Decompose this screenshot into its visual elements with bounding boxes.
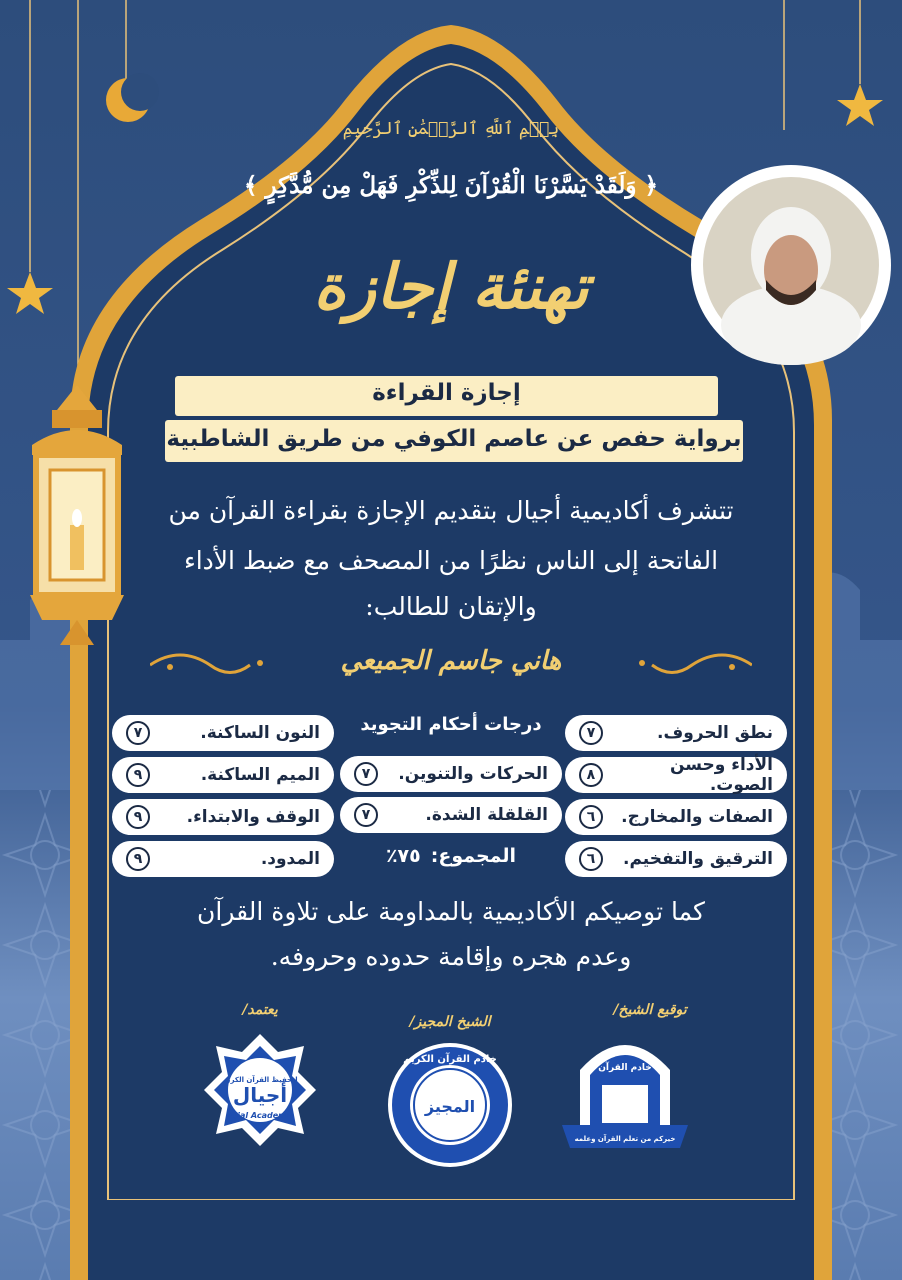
sheikh-signature-label: توقيع الشيخ/ [613, 1002, 687, 1018]
grade-item: الحركات والتنوين. ٧ [340, 756, 562, 792]
total-value: ٧٥٪ [385, 845, 421, 867]
servant-seal-top-text: خادم القرآن [598, 1063, 652, 1073]
grade-item: النون الساكنة. ٧ [112, 715, 334, 751]
intro-line-2: الفاتحة إلى الناس نظرًا من المصحف مع ضبط الأداء [183, 546, 719, 575]
closing-line-2: وعدم هجره وإقامة حدوده وحروفه. [270, 942, 632, 971]
grade-item: الميم الساكنة. ٩ [112, 757, 334, 793]
sheikh-seal [385, 1040, 515, 1170]
grades-title: درجات أحكام التجويد [360, 714, 542, 735]
banner-subtitle: برواية حفص عن عاصم الكوفي من طريق الشاطبية [166, 426, 742, 452]
intro-line-3: والإتقان للطالب: [365, 592, 537, 621]
grade-item: نطق الحروف. ٧ [565, 715, 787, 751]
lantern-icon [22, 385, 132, 650]
grade-item: الصفات والمخارج. ٦ [565, 799, 787, 835]
grade-item: القلقلة الشدة. ٧ [340, 797, 562, 833]
academy-seal-arabic: أجيال [232, 1083, 288, 1107]
quran-verse: ﴿ وَلَقَدْ يَسَّرْنَا الْقُرْآنَ لِلذِّكْرِ فَهَلْ مِن مُّدَّكِرٍ ﴾ [243, 172, 659, 199]
approved-label: يعتمد/ [242, 1002, 278, 1018]
servant-seal [560, 1030, 690, 1160]
closing-line-1: كما توصيكم الأكاديمية بالمداومة على تلاوة القرآن [197, 897, 705, 926]
academy-seal-english: Ajial Academy [228, 1111, 292, 1120]
servant-seal-bottom-text: خيركم من تعلم القرآن وعلمه [574, 1135, 676, 1143]
basmala: بِسۡمِ ٱللَّهِ ٱلرَّحۡمَٰنِ ٱلرَّحِيمِ [342, 119, 560, 139]
academy-seal [200, 1030, 320, 1150]
sheikh-seal-ring-text: خادم القرآن الكريم [403, 1054, 497, 1065]
grade-item: المدود. ٩ [112, 841, 334, 877]
student-name: هاني جاسم الجميعي [340, 646, 562, 676]
student-photo [686, 160, 896, 370]
banner-title: إجازة القراءة [372, 380, 521, 406]
grade-total [340, 845, 562, 867]
grade-item: الترقيق والتفخيم. ٦ [565, 841, 787, 877]
page-title: تهنئة إجازة [313, 250, 589, 323]
approving-sheikh-label: الشيخ المجيز/ [409, 1014, 491, 1030]
grade-item: الأداء وحسن الصوت. ٨ [565, 757, 787, 793]
sheikh-seal-center-text: المجيز [424, 1097, 476, 1116]
grade-item: الوقف والابتداء. ٩ [112, 799, 334, 835]
academy-seal-top-text: لتحفيظ القرآن الكريم [222, 1076, 298, 1084]
intro-line-1: تتشرف أكاديمية أجيال بتقديم الإجازة بقراءة القرآن من [168, 496, 734, 525]
total-label: المجموع: [430, 845, 517, 867]
